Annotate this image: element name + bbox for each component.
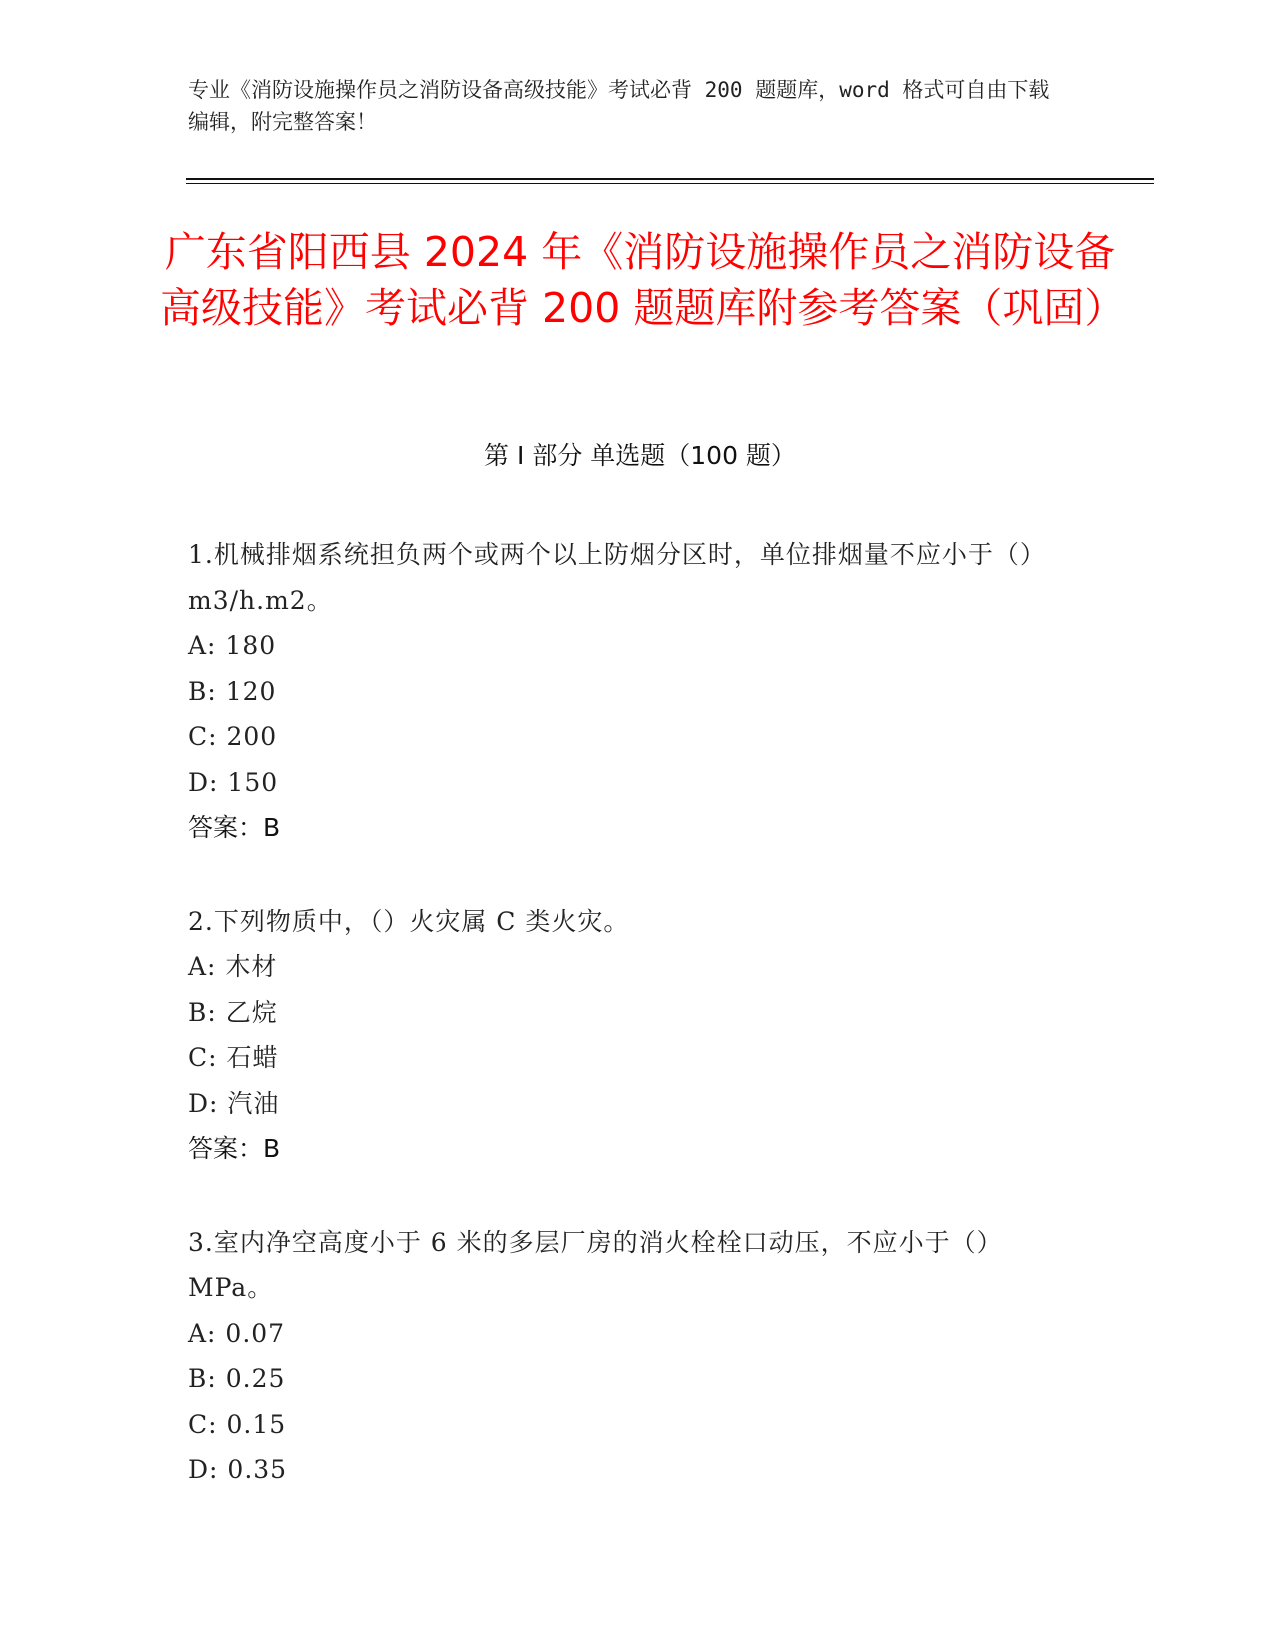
question-1 (188, 532, 1068, 851)
answer: 答案：B (188, 813, 281, 842)
option-c: C: 0.15 (188, 1409, 287, 1439)
question-stem: 2.下列物质中，（）火灾属 C 类火灾。 (188, 906, 630, 936)
option-d: D: 0.35 (188, 1455, 288, 1484)
section-heading: 第 I 部分 单选题（100 题） (484, 441, 796, 470)
option-d: D: 汽油 (188, 1088, 280, 1118)
option-a: A: 0.07 (188, 1318, 286, 1348)
option-b: B: 乙烷 (188, 997, 278, 1027)
option-c: C: 石蜡 (188, 1043, 279, 1072)
answer: 答案：B (188, 1134, 281, 1163)
question-list (188, 532, 1068, 1541)
header-divider-thick (186, 178, 1154, 180)
header-divider-thin (186, 183, 1154, 184)
question-stem: 3.室内净空高度小于 6 米的多层厂房的消火栓栓口动压，不应小于（）MPa。 (188, 1227, 1003, 1302)
question-3 (188, 1220, 1068, 1493)
option-d: D: 150 (188, 767, 279, 797)
question-stem: 1.机械排烟系统担负两个或两个以上防烟分区时，单位排烟量不应小于（）m3/h.m2。 (188, 540, 1046, 615)
document-title: 广东省阳西县 2024 年《消防设施操作员之消防设备高级技能》考试必背 200 题题库附参考答案（巩固） (160, 228, 1126, 332)
option-a: A: 180 (188, 631, 277, 660)
option-c: C: 200 (188, 722, 278, 751)
option-b: B: 120 (188, 676, 277, 706)
option-b: B: 0.25 (188, 1364, 286, 1393)
question-2 (188, 899, 1068, 1172)
option-a: A: 木材 (188, 952, 278, 981)
header-note: 专业《消防设施操作员之消防设备高级技能》考试必背 200 题题库，word 格式可自由下载编辑，附完整答案！ (188, 78, 1050, 134)
